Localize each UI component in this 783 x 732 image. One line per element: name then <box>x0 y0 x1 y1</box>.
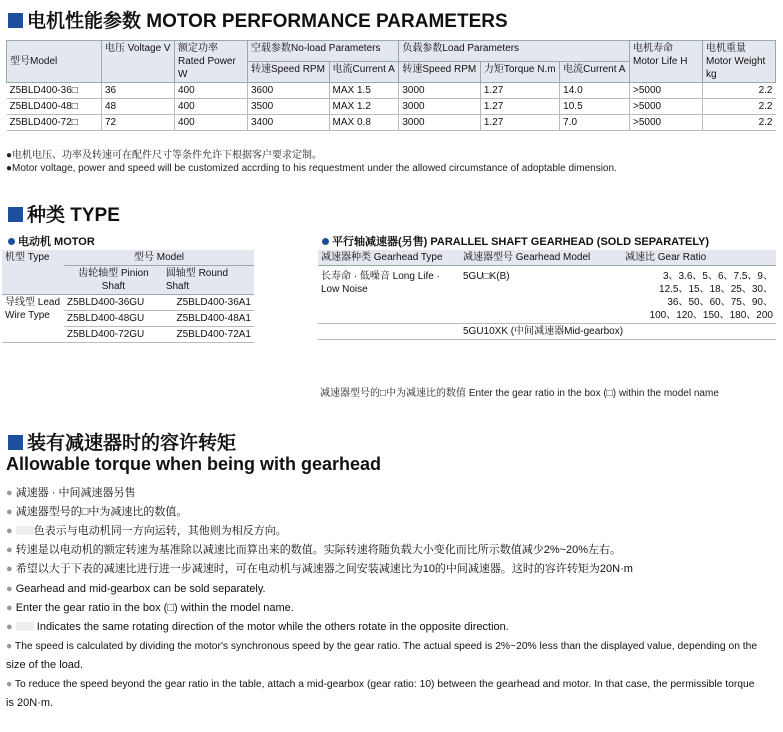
gearhead-type-table <box>318 250 776 340</box>
cell-nl-speed: 3600 <box>248 83 330 99</box>
perf-note-en: ●Motor voltage, power and speed will be customized accrding to his requestment under the allowed circumstance of adoptable dimension. <box>6 163 617 174</box>
cell-power: 400 <box>175 115 248 131</box>
cell-voltage: 72 <box>102 115 175 131</box>
gearhead-subtitle: 平行轴减速器(另售) PARALLEL SHAFT GEARHEAD (SOLD SEPARATELY) <box>322 233 709 249</box>
cell-pinion: Z5BLD400-72GU <box>64 327 163 343</box>
cell-voltage: 48 <box>102 99 175 115</box>
cell-torque: 1.27 <box>480 115 559 131</box>
header-life: 电机寿命 Motor Life H <box>630 41 703 83</box>
table-row <box>318 324 776 340</box>
header-load: 负载参数Load Parameters <box>399 41 630 62</box>
header-round: 圆轴型 Round Shaft <box>163 266 254 295</box>
ratio-line: 12.5、15、18、25、30、 <box>659 284 773 295</box>
note-item: ● Gearhead and mid-gearbox can be sold separately. <box>6 583 266 595</box>
cell-round: Z5BLD400-48A1 <box>163 311 254 327</box>
cell-nl-current: MAX 1.5 <box>329 83 399 99</box>
note-item: ● 减速器 · 中间减速器另售 <box>6 487 136 499</box>
header-rated-power: 额定功率 Rated Power W <box>175 41 248 83</box>
cell-midbox: 5GU10XK (中间减速器Mid-gearbox) <box>460 324 776 340</box>
table-row <box>7 83 776 99</box>
cell-pinion: Z5BLD400-48GU <box>64 311 163 327</box>
cell-nl-current: MAX 0.8 <box>329 115 399 131</box>
header-model: 型号Model <box>7 41 102 83</box>
header-nl-speed: 转速Speed RPM <box>248 62 330 83</box>
cell-round: Z5BLD400-36A1 <box>163 295 254 311</box>
note-item: ● The speed is calculated by dividing the motor's synchronous speed by the gear ratio. The actual speed is 2%~20% less than the displayed value, depending on the <box>6 641 758 652</box>
note-item-continued: size of the load. <box>6 659 84 671</box>
square-icon <box>8 13 23 28</box>
square-icon <box>8 435 23 450</box>
header-l-speed: 转速Speed RPM <box>399 62 481 83</box>
color-swatch-icon <box>16 622 34 631</box>
note-item: ● Indicates the same rotating direction of the motor while the others rotate in the opposite direction. <box>6 621 509 633</box>
note-item: ● 色表示与电动机同一方向运转，其他则为相反方向。 <box>6 525 287 537</box>
square-icon <box>8 207 23 222</box>
section-title-torque: 装有减速器时的容许转矩 <box>8 428 236 455</box>
header-pinion: 齿轮轴型 Pinion Shaft <box>64 266 163 295</box>
header-voltage: 电压 Voltage V <box>102 41 175 83</box>
motor-type-table <box>2 250 254 343</box>
cell-life: >5000 <box>630 83 703 99</box>
note-item-continued: is 20N·m. <box>6 697 54 709</box>
header-gearhead-type: 减速器种类 Gearhead Type <box>318 250 460 266</box>
cell-gearhead-model: 5GU□K(B) <box>460 266 622 324</box>
section-title-performance: 电机性能参数 MOTOR PERFORMANCE PARAMETERS <box>8 6 508 33</box>
header-torque: 力矩Torque N.m <box>480 62 559 83</box>
table-row <box>2 295 254 311</box>
cell-weight: 2.2 <box>703 115 776 131</box>
cell-l-speed: 3000 <box>399 99 481 115</box>
gearhead-note: 减速器型号的□中为减速比的数值 Enter the gear ratio in the box (□) within the model name <box>320 388 719 399</box>
cell-l-current: 7.0 <box>560 115 630 131</box>
cell-life: >5000 <box>630 99 703 115</box>
cell-l-current: 10.5 <box>560 99 630 115</box>
cell-power: 400 <box>175 83 248 99</box>
ratio-line: 3、3.6、5、6、7.5、9、 <box>662 271 773 282</box>
cell-nl-current: MAX 1.2 <box>329 99 399 115</box>
table-row <box>318 266 776 324</box>
note-item: ● 减速器型号的□中为减速比的数值。 <box>6 506 188 518</box>
performance-table <box>6 40 776 131</box>
cell-life: >5000 <box>630 115 703 131</box>
cell-gearhead-type: 长寿命 · 低噪音 Long Life · Low Noise <box>318 266 460 324</box>
cell-round: Z5BLD400-72A1 <box>163 327 254 343</box>
note-item: ● To reduce the speed beyond the gear ratio in the table, attach a mid-gearbox (gear ratio: 10) between the gearhead and motor. In that case, the permissible torque <box>6 679 755 690</box>
cell-gear-ratios <box>622 266 776 324</box>
cell-torque: 1.27 <box>480 83 559 99</box>
cell-torque: 1.27 <box>480 99 559 115</box>
cell-model: Z5BLD400-48□ <box>7 99 102 115</box>
color-swatch-icon <box>16 526 34 535</box>
bullet-icon <box>8 238 15 245</box>
cell-nl-speed: 3400 <box>248 115 330 131</box>
header-nl-current: 电流Current A <box>329 62 399 83</box>
header-gear-ratio: 减速比 Gear Ratio <box>622 250 776 266</box>
ratio-line: 100、120、150、180、200 <box>649 310 773 321</box>
header-model: 型号 Model <box>64 250 254 266</box>
cell-l-speed: 3000 <box>399 115 481 131</box>
header-gearhead-model: 减速器型号 Gearhead Model <box>460 250 622 266</box>
cell-type: 导线型 Lead Wire Type <box>2 295 64 343</box>
cell-pinion: Z5BLD400-36GU <box>64 295 163 311</box>
section-title-type: 种类 TYPE <box>8 200 120 227</box>
cell-power: 400 <box>175 99 248 115</box>
cell-voltage: 36 <box>102 83 175 99</box>
cell-nl-speed: 3500 <box>248 99 330 115</box>
header-l-current: 电流Current A <box>560 62 630 83</box>
ratio-line: 36、50、60、75、90、 <box>667 297 773 308</box>
perf-note-cn: ●电机电压、功率及转速可在配件尺寸等条件允许下根据客户要求定制。 <box>6 150 323 161</box>
cell-l-current: 14.0 <box>560 83 630 99</box>
header-noload: 空载参数No-load Parameters <box>248 41 399 62</box>
header-weight: 电机重量 Motor Weight kg <box>703 41 776 83</box>
section-subtitle-torque: Allowable torque when being with gearhead <box>6 454 382 474</box>
motor-subtitle: 电动机 MOTOR <box>8 233 95 249</box>
cell-model: Z5BLD400-72□ <box>7 115 102 131</box>
bullet-icon <box>322 238 329 245</box>
cell-l-speed: 3000 <box>399 83 481 99</box>
note-item: ● Enter the gear ratio in the box (□) within the model name. <box>6 602 294 614</box>
cell-model: Z5BLD400-36□ <box>7 83 102 99</box>
header-type: 机型 Type <box>2 250 64 295</box>
note-item: ● 转速是以电动机的额定转速为基准除以减速比而算出来的数值。实际转速将随负载大小变化而比所示数值减少2%~20%左右。 <box>6 544 622 556</box>
cell-weight: 2.2 <box>703 83 776 99</box>
table-row <box>7 115 776 131</box>
note-item: ● 希望以大于下表的减速比进行进一步减速时，可在电动机与减速器之间安装减速比为10的中间减速器。这时的容许转矩为20N·m <box>6 563 633 575</box>
cell-weight: 2.2 <box>703 99 776 115</box>
table-row <box>7 99 776 115</box>
